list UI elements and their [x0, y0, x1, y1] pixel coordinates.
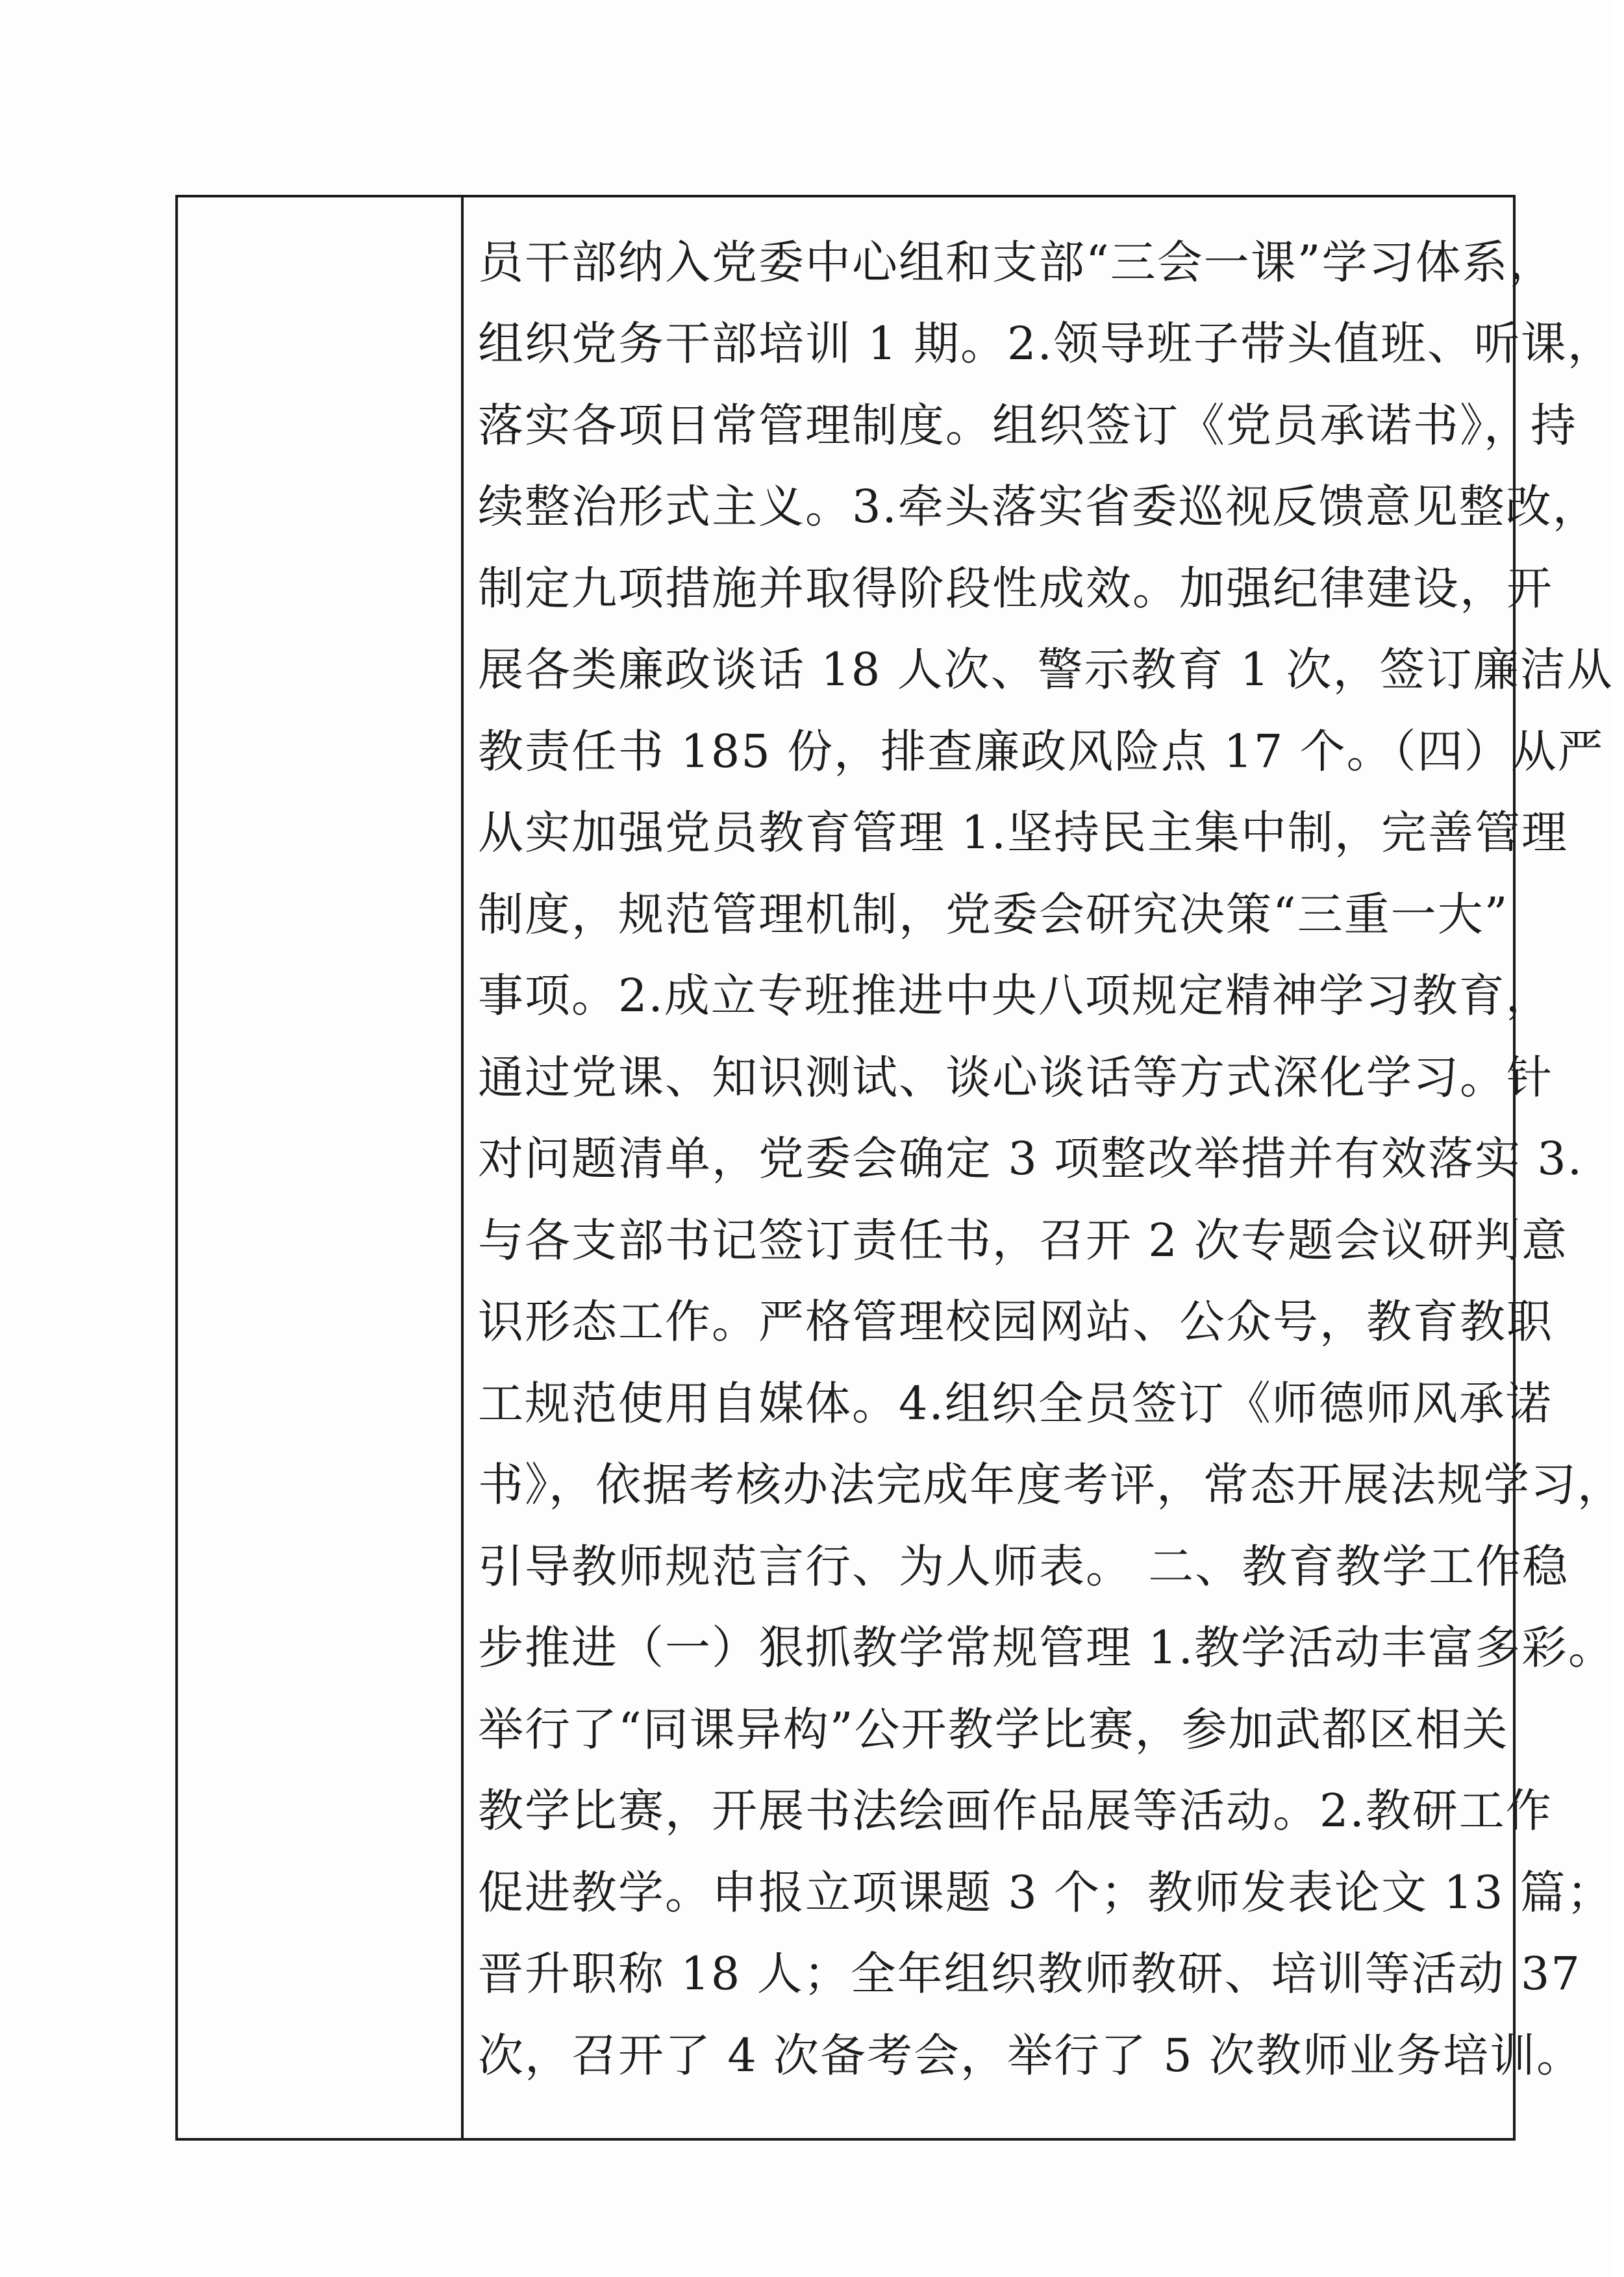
text-line: 识形态工作。严格管理校园网站、公众号，教育教职: [478, 1295, 1553, 1348]
text-line: 组织党务干部培训 1 期。2.领导班子带头值班、听课，: [478, 317, 1614, 370]
text-line: 晋升职称 18 人；全年组织教师教研、培训等活动 37: [478, 1947, 1581, 2000]
text-line: 从实加强党员教育管理 1.坚持民主集中制，完善管理: [478, 806, 1569, 859]
form-table: [175, 195, 1624, 2141]
text-line: 制度，规范管理机制，党委会研究决策“三重一大”: [478, 888, 1509, 941]
text-line: 次，召开了 4 次备考会，举行了 5 次教师业务培训。: [478, 2029, 1584, 2082]
text-line: 落实各项日常管理制度。组织签订《党员承诺书》，持: [478, 399, 1577, 452]
text-line: 事项。2.成立专班推进中央八项规定精神学习教育，: [478, 969, 1553, 1022]
text-line: 促进教学。申报立项课题 3 个；教师发表论文 13 篇；: [478, 1866, 1614, 1919]
table-label-cell: [178, 197, 464, 2138]
text-line: 教学比赛，开展书法绘画作品展等活动。2.教研工作: [478, 1784, 1553, 1837]
text-line: 引导教师规范言行、为人师表。 二、教育教学工作稳: [478, 1540, 1569, 1593]
text-line: 展各类廉政谈话 18 人次、警示教育 1 次，签订廉洁从: [478, 643, 1614, 696]
text-line: 制定九项措施并取得阶段性成效。加强纪律建设，开: [478, 562, 1553, 615]
text-line: 步推进（一）狠抓教学常规管理 1.教学活动丰富多彩。: [478, 1621, 1616, 1674]
text-line: 书》，依据考核办法完成年度考评，常态开展法规学习，: [478, 1458, 1624, 1511]
table-content-cell: [464, 197, 1624, 2138]
text-line: 对问题清单，党委会确定 3 项整改举措并有效落实 3.: [478, 1132, 1584, 1185]
text-line: 举行了“同课异构”公开教学比赛，参加武都区相关: [478, 1703, 1509, 1756]
text-line: 员干部纳入党委中心组和支部“三会一课”学习体系，: [478, 236, 1556, 289]
text-line: 续整治形式主义。3.牵头落实省委巡视反馈意见整改，: [478, 480, 1599, 533]
text-line: 教责任书 185 份，排查廉政风险点 17 个。（四）从严: [478, 725, 1605, 778]
text-line: 工规范使用自媒体。4.组织全员签订《师德师风承诺: [478, 1377, 1553, 1430]
text-line: 通过党课、知识测试、谈心谈话等方式深化学习。针: [478, 1051, 1553, 1104]
text-line: 与各支部书记签订责任书，召开 2 次专题会议研判意: [478, 1214, 1569, 1267]
